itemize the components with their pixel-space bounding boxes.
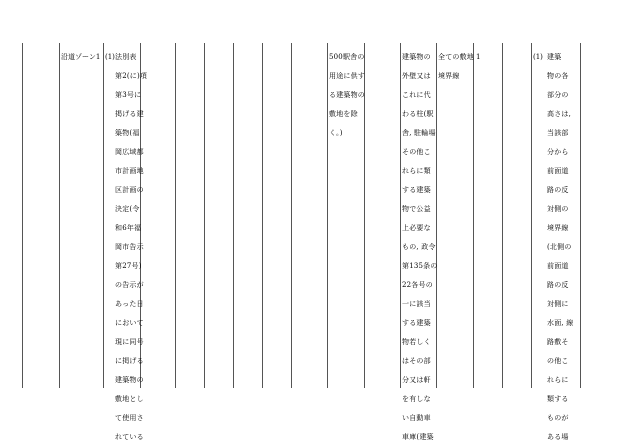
cell-text-line: 分又は軒 bbox=[402, 376, 431, 384]
wall-setback-cell bbox=[402, 48, 438, 447]
cell-text-line: 路の反 bbox=[547, 186, 569, 194]
cell-text-line: れらに bbox=[547, 376, 569, 384]
cell-text-line: ある場 bbox=[547, 433, 569, 441]
cell-text-line: を有しな bbox=[402, 395, 431, 403]
cell-text-line: 前面道 bbox=[547, 262, 569, 270]
cell-text-line: 現に同号 bbox=[115, 338, 144, 346]
table-rule bbox=[22, 43, 23, 388]
zone-label: 沿道ゾーン1 bbox=[61, 53, 101, 61]
table-rule bbox=[291, 43, 292, 388]
boundary-cell bbox=[438, 48, 474, 86]
cell-text-line: く。) bbox=[329, 129, 343, 137]
height-clause-marker: (1) bbox=[533, 53, 543, 61]
cell-text-line: 掲げる建 bbox=[115, 110, 144, 118]
cell-text-line: 区計画の bbox=[115, 186, 144, 194]
cell-text-line: これに代 bbox=[402, 91, 431, 99]
cell-text-line: 境界線 bbox=[547, 224, 569, 232]
cell-text-line: 一に該当 bbox=[402, 300, 431, 308]
cell-text-line: 対側に bbox=[547, 300, 569, 308]
cell-text-line: 物若しく bbox=[402, 338, 431, 346]
height-limit-cell bbox=[547, 48, 573, 447]
cell-text-line: において bbox=[115, 319, 144, 327]
cell-text-line: 決定(令 bbox=[115, 205, 140, 213]
cell-text-line: 用途に供す bbox=[329, 72, 365, 80]
cell-text-line: 当該部 bbox=[547, 129, 569, 137]
cell-text-line: 物で公益 bbox=[402, 205, 431, 213]
cell-text-line: その他こ bbox=[402, 148, 431, 156]
table-rule bbox=[473, 43, 474, 388]
cell-text-line: 築物(福 bbox=[115, 129, 140, 137]
cell-text-line: れらに類 bbox=[402, 167, 431, 175]
table-rule bbox=[531, 43, 532, 388]
table-rule bbox=[175, 43, 176, 388]
cell-text-line: 境界線 bbox=[438, 72, 460, 80]
cell-text-line: の他こ bbox=[547, 357, 569, 365]
cell-text-line: 岡広域都 bbox=[115, 148, 144, 156]
cell-text-line: もの, 政令 bbox=[402, 243, 436, 251]
cell-text-line: 22各号の bbox=[402, 281, 433, 289]
cell-text-line: 外壁又は bbox=[402, 72, 431, 80]
table-rule bbox=[502, 43, 503, 388]
cell-text-line: 建築物の bbox=[402, 53, 431, 61]
cell-text-line: 路の反 bbox=[547, 281, 569, 289]
cell-text-line: る建築物の bbox=[329, 91, 365, 99]
table-rule bbox=[103, 43, 104, 388]
cell-text-line: 類する bbox=[547, 395, 569, 403]
clause-marker: (1) bbox=[105, 53, 115, 61]
cell-text-line: 部分の bbox=[547, 91, 569, 99]
cell-text-line: 第27号) bbox=[115, 262, 142, 270]
cell-text-line: する建築 bbox=[402, 186, 431, 194]
law-reference-cell bbox=[115, 48, 147, 447]
table-rule bbox=[59, 43, 60, 388]
cell-text-line: 敷地とし bbox=[115, 395, 144, 403]
cell-text-line: あった日 bbox=[115, 300, 144, 308]
cell-text-line: て使用さ bbox=[115, 414, 144, 422]
cell-text-line: 第135条の bbox=[402, 262, 438, 270]
table-rule bbox=[204, 43, 205, 388]
cell-text-line: 舎, 駐輪場 bbox=[402, 129, 436, 137]
cell-text-line: 法別表 bbox=[115, 53, 137, 61]
cell-text-line: 前面道 bbox=[547, 167, 569, 175]
cell-text-line: 水面, 線 bbox=[547, 319, 574, 327]
cell-text-line: の告示が bbox=[115, 281, 144, 289]
cell-text-line: 建築物の bbox=[115, 376, 144, 384]
cell-text-line: 路敷そ bbox=[547, 338, 569, 346]
cell-text-line: 和6年福 bbox=[115, 224, 142, 232]
cell-text-line: 高さは, bbox=[547, 110, 572, 118]
cell-text-line: 岡市告示 bbox=[115, 243, 144, 251]
cell-text-line: 対側の bbox=[547, 205, 569, 213]
cell-text-line: 市計画地 bbox=[115, 167, 144, 175]
cell-text-line: 第2(に)項 bbox=[115, 72, 148, 80]
cell-text-line: 分から bbox=[547, 148, 569, 156]
table-rule bbox=[233, 43, 234, 388]
cell-text-line: 物の各 bbox=[547, 72, 569, 80]
table-rule bbox=[327, 43, 328, 388]
cell-text-line: に掲げる bbox=[115, 357, 144, 365]
cell-text-line: 車庫(建築 bbox=[402, 433, 434, 441]
cell-text-line: ものが bbox=[547, 414, 569, 422]
cell-text-line: 全ての敷地 bbox=[438, 53, 474, 61]
station-exclusion-cell bbox=[329, 48, 365, 143]
cell-text-line: 第3号に bbox=[115, 91, 142, 99]
cell-text-line: はその部 bbox=[402, 357, 431, 365]
cell-text-line: 敷地を除 bbox=[329, 110, 358, 118]
cell-text-line: 建築 bbox=[547, 53, 562, 61]
cell-text-line: 上必要な bbox=[402, 224, 431, 232]
table-rule bbox=[580, 43, 581, 388]
distance-value: 1 bbox=[476, 53, 481, 61]
table-rule bbox=[262, 43, 263, 388]
cell-text-line: い自動車 bbox=[402, 414, 431, 422]
cell-text-line: れている bbox=[115, 433, 144, 441]
cell-text-line: 500駅舎の bbox=[329, 53, 365, 61]
table-rule bbox=[400, 43, 401, 388]
cell-text-line: (北側の bbox=[547, 243, 572, 251]
cell-text-line: する建築 bbox=[402, 319, 431, 327]
cell-text-line: わる柱(駅 bbox=[402, 110, 434, 118]
